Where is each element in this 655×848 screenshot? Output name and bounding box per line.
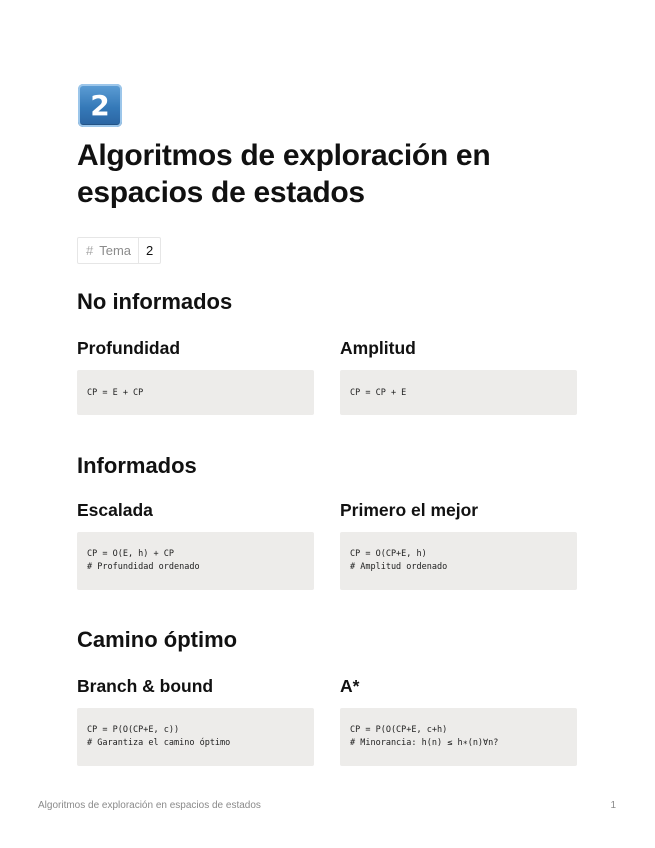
subheading-escalada: Escalada [77, 500, 153, 520]
code-block-amplitud[interactable]: CP = CP + E [340, 370, 577, 415]
page-icon-keycap-2 [78, 84, 122, 127]
property-value[interactable]: 2 [146, 243, 154, 258]
code-block-branch-and-bound[interactable]: CP = P(O(CP+E, c)) # Garantiza el camino óptimo [77, 708, 314, 766]
property-key-label: Tema [99, 243, 132, 258]
footer-document-title: Algoritmos de exploración en espacios de estados [38, 800, 261, 811]
subheading-a-star: A* [340, 676, 360, 696]
property-tema[interactable] [77, 237, 161, 264]
subheading-branch-and-bound: Branch & bound [77, 676, 214, 696]
section-heading-no-informados: No informados [77, 289, 233, 314]
subheading-amplitud: Amplitud [340, 338, 416, 358]
property-key [78, 238, 139, 263]
page-title: Algoritmos de exploración en espacios de estados [77, 139, 491, 209]
code-block-escalada[interactable]: CP = O(E, h) + CP # Profundidad ordenado [77, 532, 314, 590]
keycap-digit: 2 [90, 89, 110, 122]
code-block-profundidad[interactable]: CP = E + CP [77, 370, 314, 415]
hash-icon: # [86, 243, 94, 258]
code-block-a-star[interactable]: CP = P(O(CP+E, c+h) # Minorancia: h(n) ≤ h∗(n)∀n? [340, 708, 577, 766]
subheading-profundidad: Profundidad [77, 338, 181, 358]
section-heading-informados: Informados [77, 453, 197, 478]
footer-page-number: 1 [610, 800, 616, 811]
section-heading-camino-optimo: Camino óptimo [77, 627, 238, 652]
code-block-primero-el-mejor[interactable]: CP = O(CP+E, h) # Amplitud ordenado [340, 532, 577, 590]
subheading-primero-el-mejor: Primero el mejor [340, 500, 479, 520]
